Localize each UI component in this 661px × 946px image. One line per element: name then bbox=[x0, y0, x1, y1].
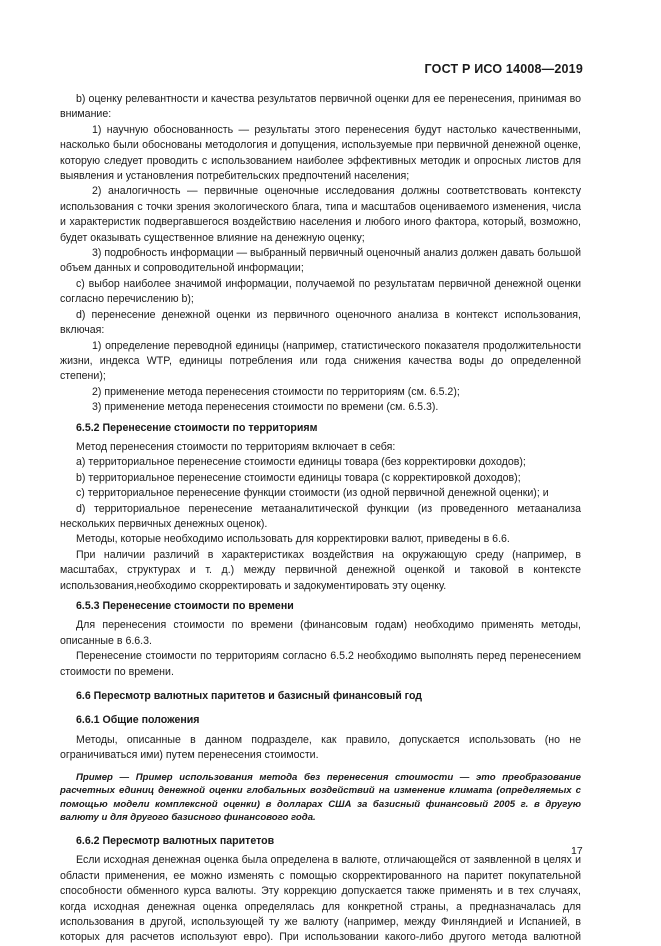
paragraph: c) территориальное перенесение функции стоимости (из одной первичной денежной оценки); и bbox=[76, 487, 549, 500]
paragraph: Для перенесения стоимости по времени (финансовым годам) необходимо применять методы, описанные в 6.6.3. bbox=[60, 619, 581, 647]
document-header: ГОСТ Р ИСО 14008—2019 bbox=[424, 62, 583, 76]
page-body bbox=[60, 92, 581, 946]
paragraph: Перенесение стоимости по территориям согласно 6.5.2 необходимо выполнять перед перенесением стоимости по времени. bbox=[60, 650, 581, 678]
paragraph: d) перенесение денежной оценки из первичного оценочного анализа в контекст использования, включая: bbox=[60, 308, 581, 337]
paragraph: Методы, описанные в данном подразделе, как правило, допускается использовать (но не ограничиваться ими) путем перенесения стоимости. bbox=[60, 733, 581, 762]
page-number: 17 bbox=[571, 845, 583, 857]
paragraph: Методы, которые необходимо использовать для корректировки валют, приведены в 6.6. bbox=[76, 533, 510, 546]
paragraph: 1) научную обоснованность — результаты этого перенесения будут настолько качественными, насколько были обоснованы методология и допущения, используемые при первичной денежной оценке, которую следует проводить с использованием наиболее эффективных методик и опросных листов для выявления и установления потребительских предпочтений населения; bbox=[60, 123, 581, 183]
paragraph: c) выбор наиболее значимой информации, получаемой по результатам первичной денежной оценки согласно перечислению b); bbox=[60, 277, 581, 306]
section-heading: 6.6.1 Общие положения bbox=[76, 714, 200, 727]
paragraph: d) территориальное перенесение метааналитической функции (из проведенного метаанализа нескольких первичных денежных оценок). bbox=[60, 502, 581, 530]
paragraph: 2) аналогичность — первичные оценочные исследования должны соответствовать контексту использования с точки зрения экологического блага, типа и масштабов оцениваемого изменения, числа и характеристик подвергавшегося воздействию населения и любого иного фактора, который, возможно, будет оказывать существенное влияние на денежную оценку; bbox=[60, 185, 581, 244]
section-heading: 6.6 Пересмотр валютных паритетов и базисный финансовый год bbox=[76, 690, 423, 703]
example-note: Пример — Пример использования метода без перенесения стоимости — это преобразование расчетных единиц денежной оценки глобальных воздействий на изменение климата (определяемых с помощью модели комплексной оценки) в долларах США за базисный финансовый 2005 г. в другую валюту и для другого базисного финансового года. bbox=[60, 771, 581, 824]
paragraph: Если исходная денежная оценка была определена в валюте, отличающейся от заявленной в целях и области применения, ее можно изменять с помощью скорректированного на паритет покупательной способности обменного курса валюты. Эту коррекцию допускается также применять и в тех случаях, когда исходная денежная оценка определялась для конкретной страны, а предназначалась для использования в другой, использующей ту же валюту (например, между Финляндией и Испанией, в которых для расчетов используют евро). При использовании какого-либо другого метода валютной bbox=[60, 854, 581, 944]
paragraph: b) территориальное перенесение стоимости единицы товара (с корректировкой доходов); bbox=[76, 471, 521, 484]
section-heading: 6.5.3 Перенесение стоимости по времени bbox=[76, 600, 294, 612]
section-heading: 6.5.2 Перенесение стоимости по территориям bbox=[76, 421, 318, 434]
paragraph: 2) применение метода перенесения стоимости по территориям (см. 6.5.2); bbox=[92, 385, 460, 398]
paragraph: Метод перенесения стоимости по территориям включает в себя: bbox=[76, 440, 396, 453]
section-heading: 6.6.2 Пересмотр валютных паритетов bbox=[76, 835, 275, 848]
paragraph: 1) определение переводной единицы (например, статистического показателя продолжительности жизни, индекса WTP, единицы потребления или года снижения качества воды до определенной степени); bbox=[60, 339, 581, 383]
paragraph: b) оценку релевантности и качества результатов первичной оценки для ее перенесения, принимая во внимание: bbox=[60, 93, 581, 121]
paragraph: a) территориальное перенесение стоимости единицы товара (без корректировки доходов); bbox=[76, 456, 526, 469]
paragraph: 3) применение метода перенесения стоимости по времени (см. 6.5.3). bbox=[92, 401, 439, 414]
paragraph: 3) подробность информации — выбранный первичный оценочный анализ должен давать большой объем данных и сопроводительной информации; bbox=[60, 247, 581, 275]
paragraph: При наличии различий в характеристиках воздействия на окружающую среду (например, в масштабах, структурах и т. д.) между первичной денежной оценкой и таковой в контексте использования,необходимо скорректировать и задокументировать эту оценку. bbox=[60, 548, 581, 592]
